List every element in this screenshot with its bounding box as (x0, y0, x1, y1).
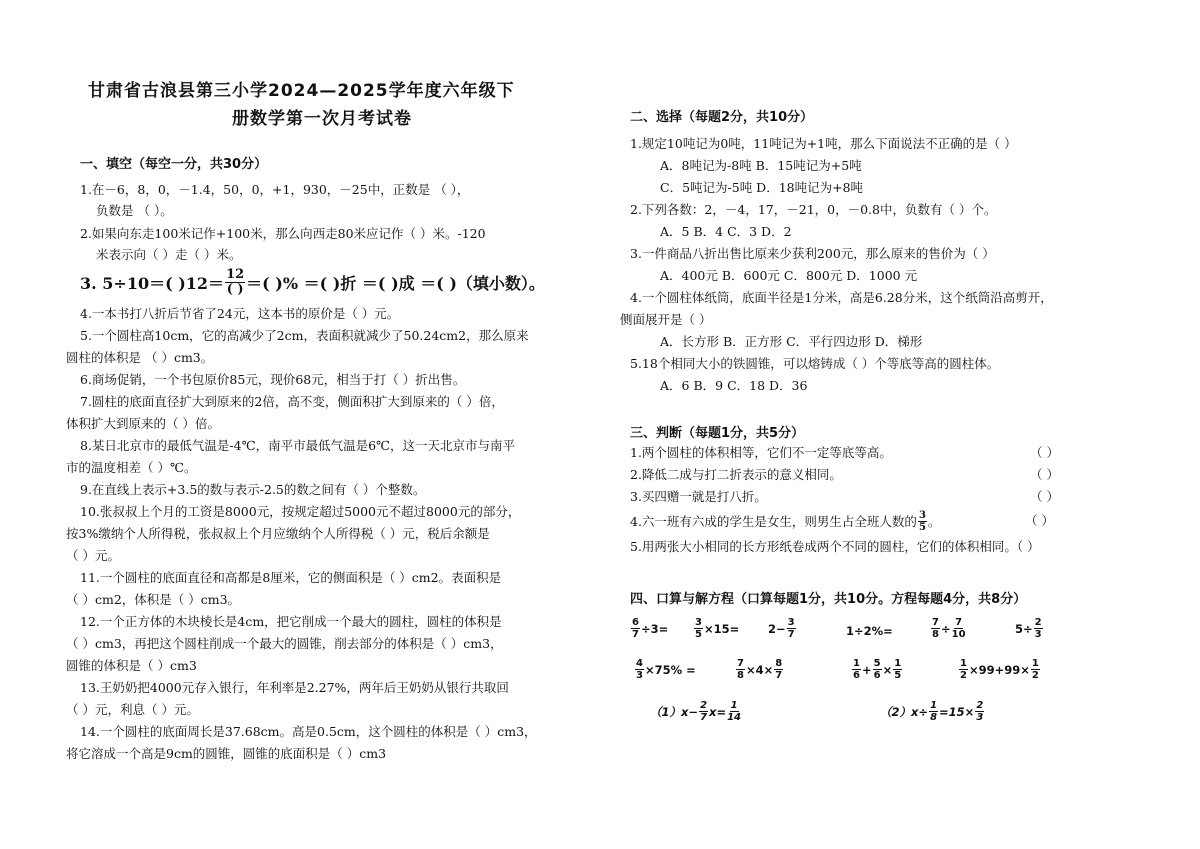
denominator: 7 (700, 712, 708, 723)
calc-5 (930, 617, 967, 640)
q11-line2: （ ）cm2，体积是（ ）cm3。 (66, 592, 241, 607)
numerator: 2 (976, 700, 984, 711)
q1-line1: 1.在－6，8，0，－1.4，50，0，+1，930，－25中，正数是 （ ）， (80, 182, 470, 197)
s2-q4-line1: 4.一个圆柱体纸筒，底面半径是1分米，高是6.28分米，这个纸筒沿高剪开， (630, 290, 1053, 305)
calc-8-fraction-b (774, 658, 783, 681)
q10-line3: （ ）元。 (66, 548, 120, 563)
s3-q2-paren: （ ） (1030, 467, 1059, 482)
calc-10-op: ×99+99× (968, 662, 1030, 677)
calc-6 (1015, 617, 1044, 640)
q8-line2: 市的温度相差（ ）℃。 (66, 460, 197, 475)
numerator: 6 (632, 617, 639, 628)
q11-line1: 11.一个圆柱的底面直径和高都是8厘米，它的侧面积是（ ）cm2。表面积是 (80, 570, 502, 585)
equation-1-fraction-a (699, 700, 708, 723)
numerator: 7 (955, 617, 963, 628)
equation-1-fraction-b (727, 700, 741, 723)
q2-line1: 2.如果向东走100米记作+100米，那么向西走80米应记作（ ）米。-120 (80, 226, 486, 241)
numerator: 1 (1031, 658, 1039, 669)
section3-heading: 三、判断（每题1分，共5分） (630, 426, 805, 441)
s2-q4-options: A．长方形 B．正方形 C．平行四边形 D．梯形 (660, 334, 923, 349)
s3-q1-paren: （ ） (1030, 445, 1059, 460)
denominator: 8 (737, 670, 744, 681)
calc-5-fraction-a (931, 617, 940, 640)
calc-3-fraction (787, 617, 796, 640)
s3-q4-text: 4.六一班有六成的学生是女生，则男生占全班人数的 (630, 513, 917, 529)
denominator: 6 (873, 670, 881, 681)
q3-line (80, 268, 545, 297)
calc-3-lead: 2− (768, 621, 786, 636)
s3-q2: 2.降低二成与打二折表示的意义相同。 (630, 467, 842, 482)
numerator: 7 (737, 658, 744, 669)
calc-9-fraction-b (873, 658, 882, 681)
q14-line1: 14.一个圆柱的底面周长是37.68cm。高是0.5cm，这个圆柱的体积是（ ）cm3， (80, 724, 537, 739)
denominator: 3 (1034, 629, 1042, 640)
calc-2-fraction (694, 617, 703, 640)
s2-q1-options1: A．8吨记为-8吨 B．15吨记为+5吨 (660, 158, 862, 173)
s3-q1: 1.两个圆柱的体积相等，它们不一定等底等高。 (630, 445, 892, 460)
s3-q4-numerator: 3 (918, 510, 926, 521)
numerator: 4 (636, 658, 643, 669)
section1-heading: 一、填空（每空一分，共30分） (80, 157, 268, 172)
numerator: 7 (932, 617, 939, 628)
q8-line1: 8.某日北京市的最低气温是-4℃，南平市最低气温是6℃，这一天北京市与南平 (80, 438, 516, 453)
denominator: 8 (932, 629, 939, 640)
calc-2 (693, 617, 739, 640)
calc-10-fraction-a (959, 658, 968, 681)
numerator: 5 (873, 658, 881, 669)
calc-7-fraction (635, 658, 644, 681)
calc-5-fraction-b (952, 617, 966, 640)
denominator: 7 (632, 629, 639, 640)
s3-q4 (630, 510, 940, 533)
denominator: 10 (951, 629, 966, 640)
numerator: 8 (775, 658, 783, 669)
section2-heading: 二、选择（每题2分，共10分） (630, 110, 814, 125)
calc-6-lead: 5÷ (1015, 621, 1033, 636)
calc-9-op1: + (861, 662, 872, 677)
calc-4: 1÷2%= (846, 624, 893, 638)
s3-q3: 3.买四赠一就是打八折。 (630, 489, 767, 504)
q12-line3: 圆锥的体积是（ ）cm3 (66, 658, 197, 673)
calc-2-rest: ×15= (703, 621, 740, 636)
s2-q1: 1.规定10吨记为0吨，11吨记为+1吨，那么下面说法不正确的是（ ） (630, 136, 1017, 151)
s2-q2: 2.下列各数：2，－4，17，－21，0，－0.8中，负数有（ ）个。 (630, 202, 997, 217)
s3-q4-denominator: 5 (918, 522, 926, 533)
q1-line2: 负数是 （ ）。 (96, 203, 173, 218)
equation-1-mid: x= (709, 704, 727, 719)
q13-line1: 13.王奶奶把4000元存入银行，年利率是2.27%，两年后王奶奶从银行共取回 (80, 680, 509, 695)
q10-line2: 按3%缴纳个人所得税，张叔叔上个月应缴纳个人所得税（ ）元，税后余额是 (66, 526, 490, 541)
equation-2-fraction-a (929, 700, 938, 723)
numerator: 3 (787, 617, 795, 628)
s2-q4-line2: 侧面展开是（ ） (620, 312, 712, 327)
s2-q3-options: A．400元 B．600元 C．800元 D．1000 元 (660, 268, 918, 283)
s3-q3-paren: （ ） (1030, 489, 1059, 504)
s2-q1-options2: C．5吨记为-5吨 D．18吨记为+8吨 (660, 180, 864, 195)
calc-7-rest: ×75% = (644, 662, 696, 677)
q14-line2: 将它溶成一个高是9cm的圆锥，圆锥的底面积是（ ）cm3 (66, 746, 387, 761)
calc-1 (630, 617, 668, 640)
equation-2 (880, 700, 985, 723)
denominator: 3 (636, 670, 643, 681)
q13-line2: （ ）元，利息（ ）元。 (66, 702, 199, 717)
calc-9 (851, 658, 903, 681)
denominator: 3 (976, 712, 984, 723)
q4-line: 4.一本书打八折后节省了24元，这本书的原价是（ ）元。 (80, 306, 400, 321)
equation-2-lead: （2）x÷ (880, 704, 929, 719)
q3-fraction (225, 268, 245, 297)
calc-8-fraction-a (736, 658, 745, 681)
denominator: 2 (960, 670, 967, 681)
page-title-line2: 册数学第一次月考试卷 (232, 109, 412, 129)
equation-2-fraction-b (975, 700, 984, 723)
numerator: 1 (894, 658, 902, 669)
q5-line2: 圆柱的体积是 （ ）cm3。 (66, 350, 214, 365)
calc-9-fraction-a (852, 658, 861, 681)
numerator: 3 (695, 617, 702, 628)
calc-10-fraction-b (1031, 658, 1040, 681)
s2-q5: 5.18个相同大小的铁圆锥，可以熔铸成（ ）个等底等高的圆柱体。 (630, 356, 1000, 371)
s2-q5-options: A．6 B．9 C．18 D．36 (660, 378, 808, 393)
calc-8-op: ×4× (745, 662, 774, 677)
calc-7 (634, 658, 696, 681)
calc-3 (768, 617, 797, 640)
q9-line: 9.在直线上表示+3.5的数与表示-2.5的数之间有（ ）个整数。 (80, 482, 426, 497)
page-title-line1: 甘肃省古浪县第三小学2024—2025学年度六年级下 (88, 81, 515, 101)
denominator: 7 (775, 670, 783, 681)
equation-1-lead: （1）x− (650, 704, 699, 719)
calc-1-fraction (631, 617, 640, 640)
denominator: 7 (787, 629, 795, 640)
numerator: 2 (1034, 617, 1042, 628)
numerator: 1 (960, 658, 967, 669)
q12-line1: 12.一个正方体的木块棱长是4cm，把它削成一个最大的圆柱，圆柱的体积是 (80, 614, 502, 629)
q6-line: 6.商场促销，一个书包原价85元，现价68元，相当于打（ ）折出售。 (80, 372, 466, 387)
numerator: 2 (700, 700, 708, 711)
q12-line2: （ ）cm3，再把这个圆柱削成一个最大的圆锥，削去部分的体积是（ ）cm3， (66, 636, 503, 651)
calc-9-fraction-c (893, 658, 902, 681)
s3-q4-end: 。 (927, 513, 941, 529)
denominator: 14 (727, 712, 742, 723)
q3-suffix: ＝( )% ＝( )折 ＝( )成 ＝( )（填小数）。 (246, 274, 545, 293)
denominator: 2 (1031, 670, 1039, 681)
denominator: 5 (695, 629, 702, 640)
q7-line2: 体积扩大到原来的（ ）倍。 (66, 416, 220, 431)
section4-heading: 四、口算与解方程（口算每题1分，共10分。方程每题4分，共8分） (630, 592, 1027, 607)
s2-q2-options: A．5 B．4 C．3 D．2 (660, 224, 792, 239)
denominator: 6 (853, 670, 860, 681)
equation-2-mid: =15× (939, 704, 975, 719)
calc-10 (958, 658, 1041, 681)
denominator: 8 (930, 712, 938, 723)
numerator: 1 (730, 700, 738, 711)
calc-1-rest: ÷3= (640, 621, 669, 636)
q3-prefix: 3. 5÷10＝( )12＝ (80, 274, 225, 293)
q3-numerator: 12 (226, 267, 245, 282)
calc-9-op2: × (882, 662, 893, 677)
calc-8 (735, 658, 784, 681)
equation-1 (650, 700, 742, 723)
q2-line2: 米表示向（ ）走（ ）米。 (96, 247, 242, 262)
s3-q5: 5.用两张大小相同的长方形纸卷成两个不同的圆柱，它们的体积相同。（ ） (630, 539, 1040, 554)
denominator: 5 (894, 670, 902, 681)
q3-denominator: ( ) (226, 282, 244, 297)
q5-line1: 5.一个圆柱高10cm，它的高减少了2cm，表面积就减少了50.24cm2，那么原来 (80, 328, 529, 343)
numerator: 1 (930, 700, 938, 711)
q10-line1: 10.张叔叔上个月的工资是8000元，按规定超过5000元不超过8000元的部分， (80, 504, 521, 519)
s2-q3: 3.一件商品八折出售比原来少获利200元，那么原来的售价为（ ） (630, 246, 995, 261)
calc-5-op: ÷ (940, 621, 951, 636)
q7-line1: 7.圆柱的底面直径扩大到原来的2倍，高不变，侧面积扩大到原来的（ ）倍， (80, 394, 504, 409)
calc-6-fraction (1034, 617, 1043, 640)
numerator: 1 (853, 658, 860, 669)
s3-q4-paren: （ ） (1025, 513, 1054, 528)
s3-q4-fraction (918, 510, 927, 533)
